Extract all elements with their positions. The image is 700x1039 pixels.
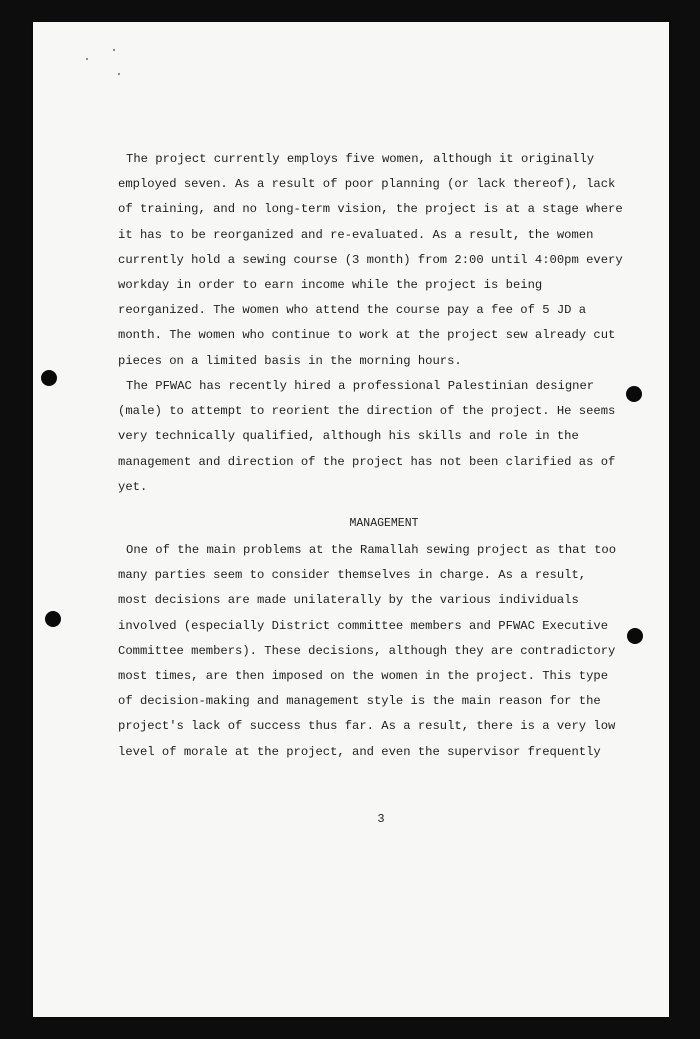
text-line: workday in order to earn income while the project is being bbox=[118, 277, 543, 292]
punch-hole bbox=[41, 370, 57, 386]
paper-speck bbox=[86, 58, 88, 60]
text-line: level of morale at the project, and even the supervisor frequently bbox=[118, 744, 601, 759]
text-line: month. The women who continue to work at the project sew already cut bbox=[118, 328, 616, 343]
text-line: many parties seem to consider themselves in charge. As a result, bbox=[118, 568, 587, 583]
text-line: it has to be reorganized and re-evaluated. As a result, the women bbox=[118, 227, 594, 242]
text-line: very technically qualified, although his skills and role in the bbox=[118, 429, 579, 444]
text-line: reorganized. The women who attend the course pay a fee of 5 JD a bbox=[118, 303, 587, 318]
text-line: most times, are then imposed on the women in the project. This type bbox=[118, 668, 609, 683]
paragraph-3 bbox=[118, 538, 650, 765]
text-line: Committee members). These decisions, although they are contradictory bbox=[118, 643, 616, 658]
text-line: employed seven. As a result of poor planning (or lack thereof), lack bbox=[118, 177, 616, 192]
text-line: yet. bbox=[118, 479, 148, 494]
text-line: pieces on a limited basis in the morning hours. bbox=[118, 353, 462, 368]
paper-speck bbox=[113, 49, 115, 51]
punch-hole bbox=[45, 611, 61, 627]
text-line: One of the main problems at the Ramallah sewing project as that too bbox=[126, 543, 617, 557]
punch-hole bbox=[627, 628, 643, 644]
paper-speck bbox=[118, 73, 120, 75]
text-line: of decision-making and management style is the main reason for the bbox=[118, 694, 601, 709]
text-line: currently hold a sewing course (3 month) from 2:00 until 4:00pm every bbox=[118, 252, 623, 267]
section-heading: MANAGEMENT bbox=[349, 517, 419, 530]
punch-hole bbox=[626, 386, 642, 402]
text-line: management and direction of the project has not been clarified as of bbox=[118, 454, 616, 469]
paragraph-2 bbox=[118, 374, 650, 500]
page-number: 3 bbox=[377, 812, 385, 826]
text-line: project's lack of success thus far. As a result, there is a very low bbox=[118, 719, 616, 734]
text-line: The PFWAC has recently hired a professional Palestinian designer bbox=[126, 379, 595, 393]
text-line: of training, and no long-term vision, the project is at a stage where bbox=[118, 202, 623, 217]
text-line: most decisions are made unilaterally by the various individuals bbox=[118, 593, 579, 608]
text-line: (male) to attempt to reorient the direction of the project. He seems bbox=[118, 404, 616, 419]
paragraph-1 bbox=[118, 147, 650, 374]
text-line: The project currently employs five women, although it originally bbox=[126, 152, 595, 166]
text-line: involved (especially District committee members and PFWAC Executive bbox=[118, 618, 609, 633]
